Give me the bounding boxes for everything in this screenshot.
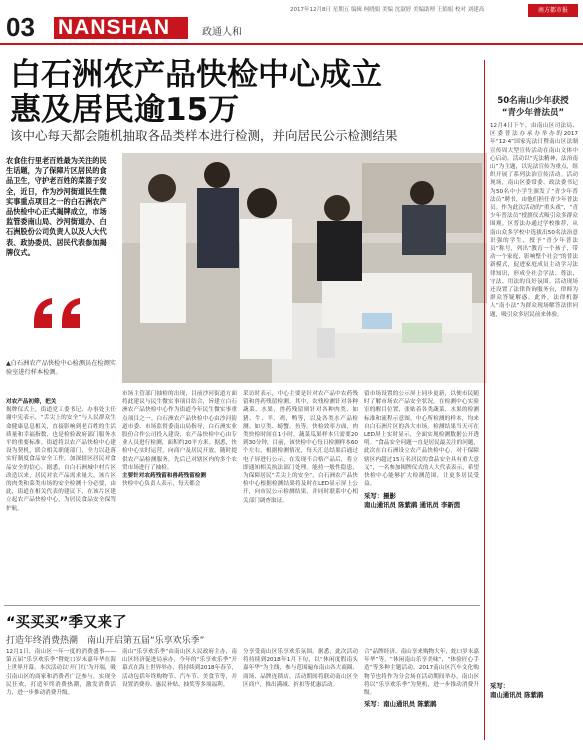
article-column-2 xyxy=(122,390,237,488)
quote-icon xyxy=(30,290,90,330)
sidebar-divider xyxy=(484,60,485,740)
article-column-1 xyxy=(6,398,116,513)
col4-text: 留市场设置的公示屏上同步更新，以便市民随时了解市场农产品安全状况。在检测中心实验室的醒目位置，张贴着各类蔬菜、水果的检测标准和流程示意图，中心所检测的样本，均来自白石洲片区的各大市场。检测结果当天可在LED屏上实时显示，全面实现检测数据公开透明。“食品安全问题一直是居民最关注的问题，此次在白石洲设立农产品快检中心，对于保障辖区内超过15万名居民的食品安全具有重大意义”，一名参加揭牌仪式的人大代表表示，希望快检中心能够扩大检测范围，让更多居民受益。 xyxy=(364,391,479,488)
section-name: 政通人和 xyxy=(202,27,242,38)
col2-heading: 主要针对农药残留和兽药残留检测 xyxy=(122,473,206,480)
page-meta: 2017年12月8日 星期五 编辑 柯晓娟 美编 沈淑婷 美编助理 王娟娟 校对 刘建高 xyxy=(290,7,485,13)
headline-line-1: 白石洲农产品快检中心成立 xyxy=(10,57,382,93)
headline-line-2: 惠及居民逾15万 xyxy=(10,92,240,128)
bottom-column-1: 12月1日，南山区一年一度的消费盛事——第五届“乐享欢乐季”暨蛇口岁末嘉年华在海上世界开幕。本次活动以‘开门红’为开端，吸引南山区的商家和消费者广泛参与，实现全民狂欢，打造年终消费热潮，激发消费活力，进一步推动消费升级。 xyxy=(6,649,116,697)
col2-text-b: 快检中心负责人表示，每天都会 xyxy=(122,481,201,488)
col1-text: 揭牌仪式上，街道党工委书记、办事处主任谢中宪表示，“舌尖上的安全”与人民群众生命健康息息相关，直接影响到老百姓的生活质量和幸福指数，也是检验政府部门服务水平的重要标准。街道将以农产品快检中心建设为契机，联合相关职能部门，全力以赴落实好制度食品安全工作，加深辖区居民对食品安全的信心。据悉，自白石洲城中村片区改造以来，居民对农产品需求量大，该片区的肉类和菜类市场的安全检测十分必要，由此，街道在相关代表的建议下，在该片区建立起农产品快检中心，为居民食品安全保驾护航。 xyxy=(6,407,116,512)
section-tag: NANSHAN xyxy=(58,16,170,39)
photo-caption: ▲白石洲农产品快检中心检测员在检测实验室进行样本检测。 xyxy=(6,360,116,376)
lab-photo-illustration xyxy=(122,153,487,383)
bottom-column-3: 分享受南山区乐享欢乐氛围。据悉，此次活动将持续到2018年1月下旬，以“休闲度假南头嘉年华”为主线，参与范围遍布南山各大商圈、商场、品牌连锁店，活动期间将联动南山区全区商户，推出满减、折扣等优惠活动。 xyxy=(243,649,358,688)
header-rule xyxy=(0,43,583,45)
bottom-column-2: 南山“乐享欢乐季”由南山区人民政府主办，南山区经济促进局承办，今年的“乐享欢乐季”开幕式在海上世界举办，将持续到2018年春节，活动包括年终购物节、汽车节、美食节等，并设置消费券、惠民补贴、抽奖等多项福利。 xyxy=(122,649,237,688)
article-column-3 xyxy=(243,390,358,505)
sidebar-credits: 采写： 南山通讯员 陈紫鹃 xyxy=(490,682,544,699)
article-column-4 xyxy=(364,390,479,509)
col2-text: 市场主管部门抽检的出现，目前沙河街道方面将此建议与民生微实事项目结合，旨建立白石洲农产品快检中心作为街道今年民生微实事重点项目之一。白石洲农产品快检中心由沙河街道市委、市场监督委南山局指导，白石洲实业股份合作公司投入建设，农产品快检中心由专业人员进行检测，面积约20平方米。据悉，快检中心实时运营，向商户及居民开放，随时提供农产品检测服务，先后已对辖区内的多个农贸市场进行了抽检。 xyxy=(122,391,237,471)
col3-text: 采访时表示，中心主要是针对农产品中农药残留和兽药残留检测。其中，农残检测针对各种蔬菜、水果，兽药残留则针对各种肉类、如猪、牛、羊、鸡、鸭等，以及各类水产品检测。如豆类、螃蟹、鱼等。快检效率方面，肉类快检时间在1小时，蔬菜瓜果样本只需要20到30分钟，目前，该快检中心每日检测样本60个左右，根据检测情况，每天汇总结果后通过电子屏进行公示，在发现不合格产品后，将立即通知相关执法部门处理。能持一般性隐患，为保障居民“舌尖上的安全”，白石洲农产品快检中心根据检测结果将及时在LED显示屏上公开，向市民公示检测结果，并同时联系中心相关部门调查取证。 xyxy=(243,391,358,504)
lead-paragraph xyxy=(6,156,111,258)
page-number: 03 xyxy=(6,12,35,42)
sidebar-title-line-2: “青少年普法员” xyxy=(501,108,565,118)
lab-photo xyxy=(122,153,487,383)
main-credits: 采写：摄影 南山通讯员 陈紫鹃 通讯员 李新茵 xyxy=(364,492,461,509)
main-subhead: 该中心每天都会随机抽取各品类样本进行检测，并向居民公示检测结果 xyxy=(10,128,398,143)
main-headline xyxy=(10,58,480,128)
bottom-subhead: 打造年终消费热潮 南山开启第五届“乐享欢乐季” xyxy=(6,636,205,646)
sidebar-body: 12月4日下午，由南山区司法局、区委普法办承办举办的2017年“12·4”国家宪法日暨南山区法制宣传周大型宣传活动在南山文体中心启动。活动以“宪法精神，法治南山”为主题，以宪法宣传为重点，组织开展了系列法治宣传活动。活动现场，南山区委常委、政法委书记为50名中小学生颁发了“青少年普法员”聘书，由他们担任青少年普法员。作为此次活动的“重头戏”，“青少年普法员”授旗仪式吸引众多群众围观。区普法办通过学校推荐，从南山众多学校中选拔出50名法治意识强的学生，授予“青少年普法员”称号，列出“教育一个孩子，带动一个家庭，影响整个社会”的普法新模式，促进家庭成员主动学习法律知识，形成全社会学法、尊法、守法、用法的良好氛围。活动现场还设置了法律咨询服务台，律师为群众答疑解惑。此外，法律机器人“南小法”为群众现场解答法律问题，吸引众多居民前来体验。 xyxy=(490,123,578,318)
sidebar-title xyxy=(486,95,580,119)
newspaper-logo: 南方都市报 xyxy=(528,4,578,17)
bottom-divider xyxy=(4,605,480,606)
bottom-headline: “买买买”季又来了 xyxy=(6,615,127,631)
bottom-credits: 采写：南山通讯员 陈紫鹃 xyxy=(364,700,437,709)
bottom-col4-text: 合“品牌经济、南山享来购物大年，蛇口岁末嘉年华”等，“休闲南山乐享美味”，“体验匠心手造”等多种主题活动。2017南山区汽车文化购物节也将作为分会场在活动期间举办，南山区将以“乐享欢乐季”为契机，进一步推动消费升级。 xyxy=(364,649,479,697)
lead-text: 农食住行里老百姓最为关注的民生话题，为了保障片区居民的食品卫生，守护老百姓的菜篮子安全，近日，作为沙河街道民生微实事重点项目之一的白石洲农产品快检中心正式揭牌成立，市场监管委南山局、沙河街道办、白石洲股份公司负责人以及人大代表、政协委员、居民代表参加揭牌仪式。 xyxy=(6,156,107,257)
sidebar-title-line-1: 50名南山少年获授 xyxy=(497,96,569,106)
bottom-column-4 xyxy=(364,648,479,708)
col1-heading: 对农产品初筛，把关 xyxy=(6,399,57,405)
